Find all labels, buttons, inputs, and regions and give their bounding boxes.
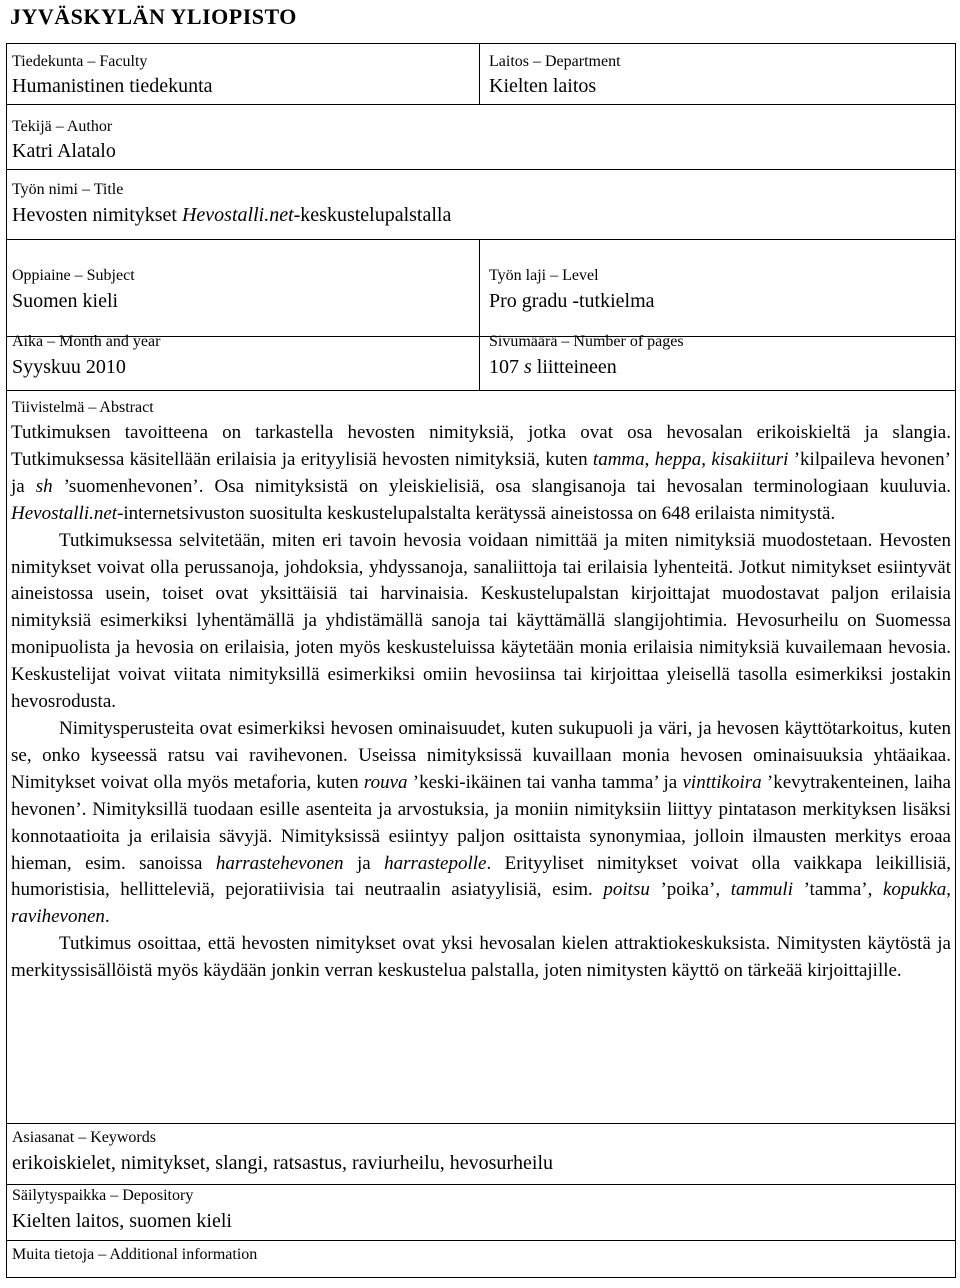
divider (7, 1240, 955, 1241)
title-label: Työn nimi – Title (12, 181, 124, 198)
faculty-value: Humanistinen tiedekunta (12, 75, 213, 97)
text-run: , (644, 448, 655, 470)
divider (7, 1123, 955, 1124)
abstract-paragraph-1 (11, 420, 951, 528)
divider (479, 239, 480, 390)
pages-number: 107 (489, 356, 524, 378)
italic-term: vinttikoira (682, 771, 762, 793)
author-value: Katri Alatalo (12, 140, 116, 162)
level-label: Työn laji – Level (489, 267, 599, 284)
divider (7, 239, 955, 240)
text-run: , (946, 879, 952, 901)
author-label: Tekijä – Author (12, 118, 113, 135)
italic-term: harrastehevonen (215, 852, 344, 874)
divider (7, 169, 955, 170)
text-run: ’keski-ikäinen tai vanha tamma’ ja (407, 771, 683, 793)
italic-term: harrastepolle (384, 852, 487, 874)
title-value (12, 203, 451, 227)
divider (7, 104, 955, 105)
pages-text: liitteineen (531, 356, 617, 378)
department-value: Kielten laitos (489, 75, 597, 97)
abstract-label: Tiivistelmä – Abstract (12, 399, 154, 416)
title-text: Hevosten nimitykset (12, 204, 182, 226)
subject-label: Oppiaine – Subject (12, 267, 135, 284)
italic-term: tammuli (730, 879, 793, 901)
text-run: ’kilpaileva hevonen’ ja (11, 448, 952, 497)
department-label: Laitos – Department (489, 53, 621, 70)
pages-value (489, 355, 617, 379)
divider (7, 1184, 955, 1185)
faculty-label: Tiedekunta – Faculty (12, 53, 148, 70)
title-text: -keskustelupalstalla (293, 204, 452, 226)
depository-value: Kielten laitos, suomen kieli (12, 1210, 232, 1232)
text-run: ’tamma’, (792, 879, 883, 901)
italic-term: poitsu (603, 879, 650, 901)
abstract-paragraph-4: Tutkimus osoittaa, että hevosten nimitykset ovat yksi hevosalan kielen attraktiokeskuksista. Nimitysten käytöstä ja merkityssisällöistä myös käydään jonkin verran keskustelua palstalla, joten nimitysten käyttö on tärkeää kirjoittajille. (11, 933, 951, 982)
divider (479, 44, 480, 104)
pages-label: Sivumäärä – Number of pages (489, 333, 684, 350)
keywords-value: erikoiskielet, nimitykset, slangi, ratsastus, raviurheilu, hevosurheilu (12, 1152, 554, 1174)
date-label: Aika – Month and year (12, 333, 161, 350)
abstract-body (11, 420, 951, 985)
text-run: , (701, 448, 712, 470)
italic-term: tamma (592, 448, 645, 470)
abstract-paragraph-3 (11, 716, 951, 931)
text-run: . (104, 906, 110, 928)
title-italic: Hevostalli.net (181, 204, 294, 226)
italic-term: kopukka (882, 879, 947, 901)
text-run: ’suomenhevonen’. Osa nimityksistä on yleiskielisiä, osa slangisanoja tai hevosalan terminologiaan kuuluvia. (52, 475, 951, 497)
text-run: ja (343, 852, 385, 874)
italic-term: sh (35, 475, 53, 497)
italic-term: ravihevonen (11, 906, 105, 928)
divider (7, 390, 955, 391)
university-name: JYVÄSKYLÄN YLIOPISTO (10, 4, 297, 29)
italic-term: kisakiituri (711, 448, 789, 470)
pages-unit: s (524, 356, 532, 378)
text-run: Nimitysperusteita ovat esimerkiksi hevosen ominaisuudet, kuten sukupuoli ja väri, ja hevosen käyttötarkoitus, kuten se, onko kyseessä ratsu vai ravihevonen. Useissa nimityksissä kuvaillaan monia hevosen ominaisuuksia yhtäaikaa. Nimitykset voivat olla myös metaforia, kuten (11, 717, 951, 793)
abstract-paragraph-2: Tutkimuksessa selvitetään, miten eri tavoin hevosia voidaan nimittää ja miten nimityksiä muodostetaan. Hevosten nimitykset voivat olla perussanoja, johdoksia, yhdyssanoja, sanaliittoja tai erilaisia lyhenteitä. Jotkut nimitykset esiintyvät aineistossa usein, toiset ovat yksittäisiä tai harvinaisia. Keskustelupalstan kirjoittajat muodostavat paljon erilaisia nimityksiä esimerkiksi lyhentämällä ja yhdistämällä sanoja tai käyttämällä slangijohtimia. Hevosurheilu on Suomessa monipuolista ja hevosia on erilaisia, joten myös keskusteluissa käytetään monia erilaisia nimityksiä kuvailemaan hevosia. Keskustelijat voivat viitata nimityksillä esimerkiksi omiin hevosiinsa tai kirjoittaa yleisellä tasolla esimerkiksi jostakin hevosrodusta. (11, 529, 951, 713)
italic-term: rouva (363, 771, 408, 793)
italic-term: Hevostalli.net (11, 502, 118, 524)
text-run: Tutkimuksen tavoitteena on tarkastella hevosten nimityksiä, jotka ovat osa hevosalan erikoiskieltä ja slangia. Tutkimuksessa käsitellään erilaisia ja erityylisiä hevosten nimityksiä, kuten (11, 422, 951, 470)
text-run: ’kevytrakenteinen, laiha hevonen’. Nimityksillä tuodaan esille asenteita ja arvostuksia, ja moniin nimityksiin liittyy pintatason merkityksen lisäksi konnotaatioita ja erilaisia sävyjä. Nimityksissä esiintyy paljon osittaista synonymiaa, jolloin ilmausten merkitys eroaa hieman, esim. sanoissa (11, 771, 951, 874)
text-run: ’poika’, (649, 879, 731, 901)
abstract-form (6, 43, 956, 1278)
text-run: . Erityyliset nimitykset voivat olla vaikkapa leikillisiä, humoristisia, hellitteleviä, pejoratiivisia tai neutraalin asiatyylisiä, esim. (11, 852, 951, 901)
date-value: Syyskuu 2010 (12, 356, 126, 378)
subject-value: Suomen kieli (12, 290, 119, 312)
italic-term: heppa (654, 448, 702, 470)
keywords-label: Asiasanat – Keywords (12, 1129, 156, 1146)
text-run: -internetsivuston suositulta keskustelupalstalta kerätyssä aineistossa on 648 erilaista nimitystä. (117, 502, 836, 524)
level-value: Pro gradu -tutkielma (489, 290, 655, 312)
depository-label: Säilytyspaikka – Depository (12, 1187, 194, 1204)
additional-info-label: Muita tietoja – Additional information (12, 1246, 258, 1263)
